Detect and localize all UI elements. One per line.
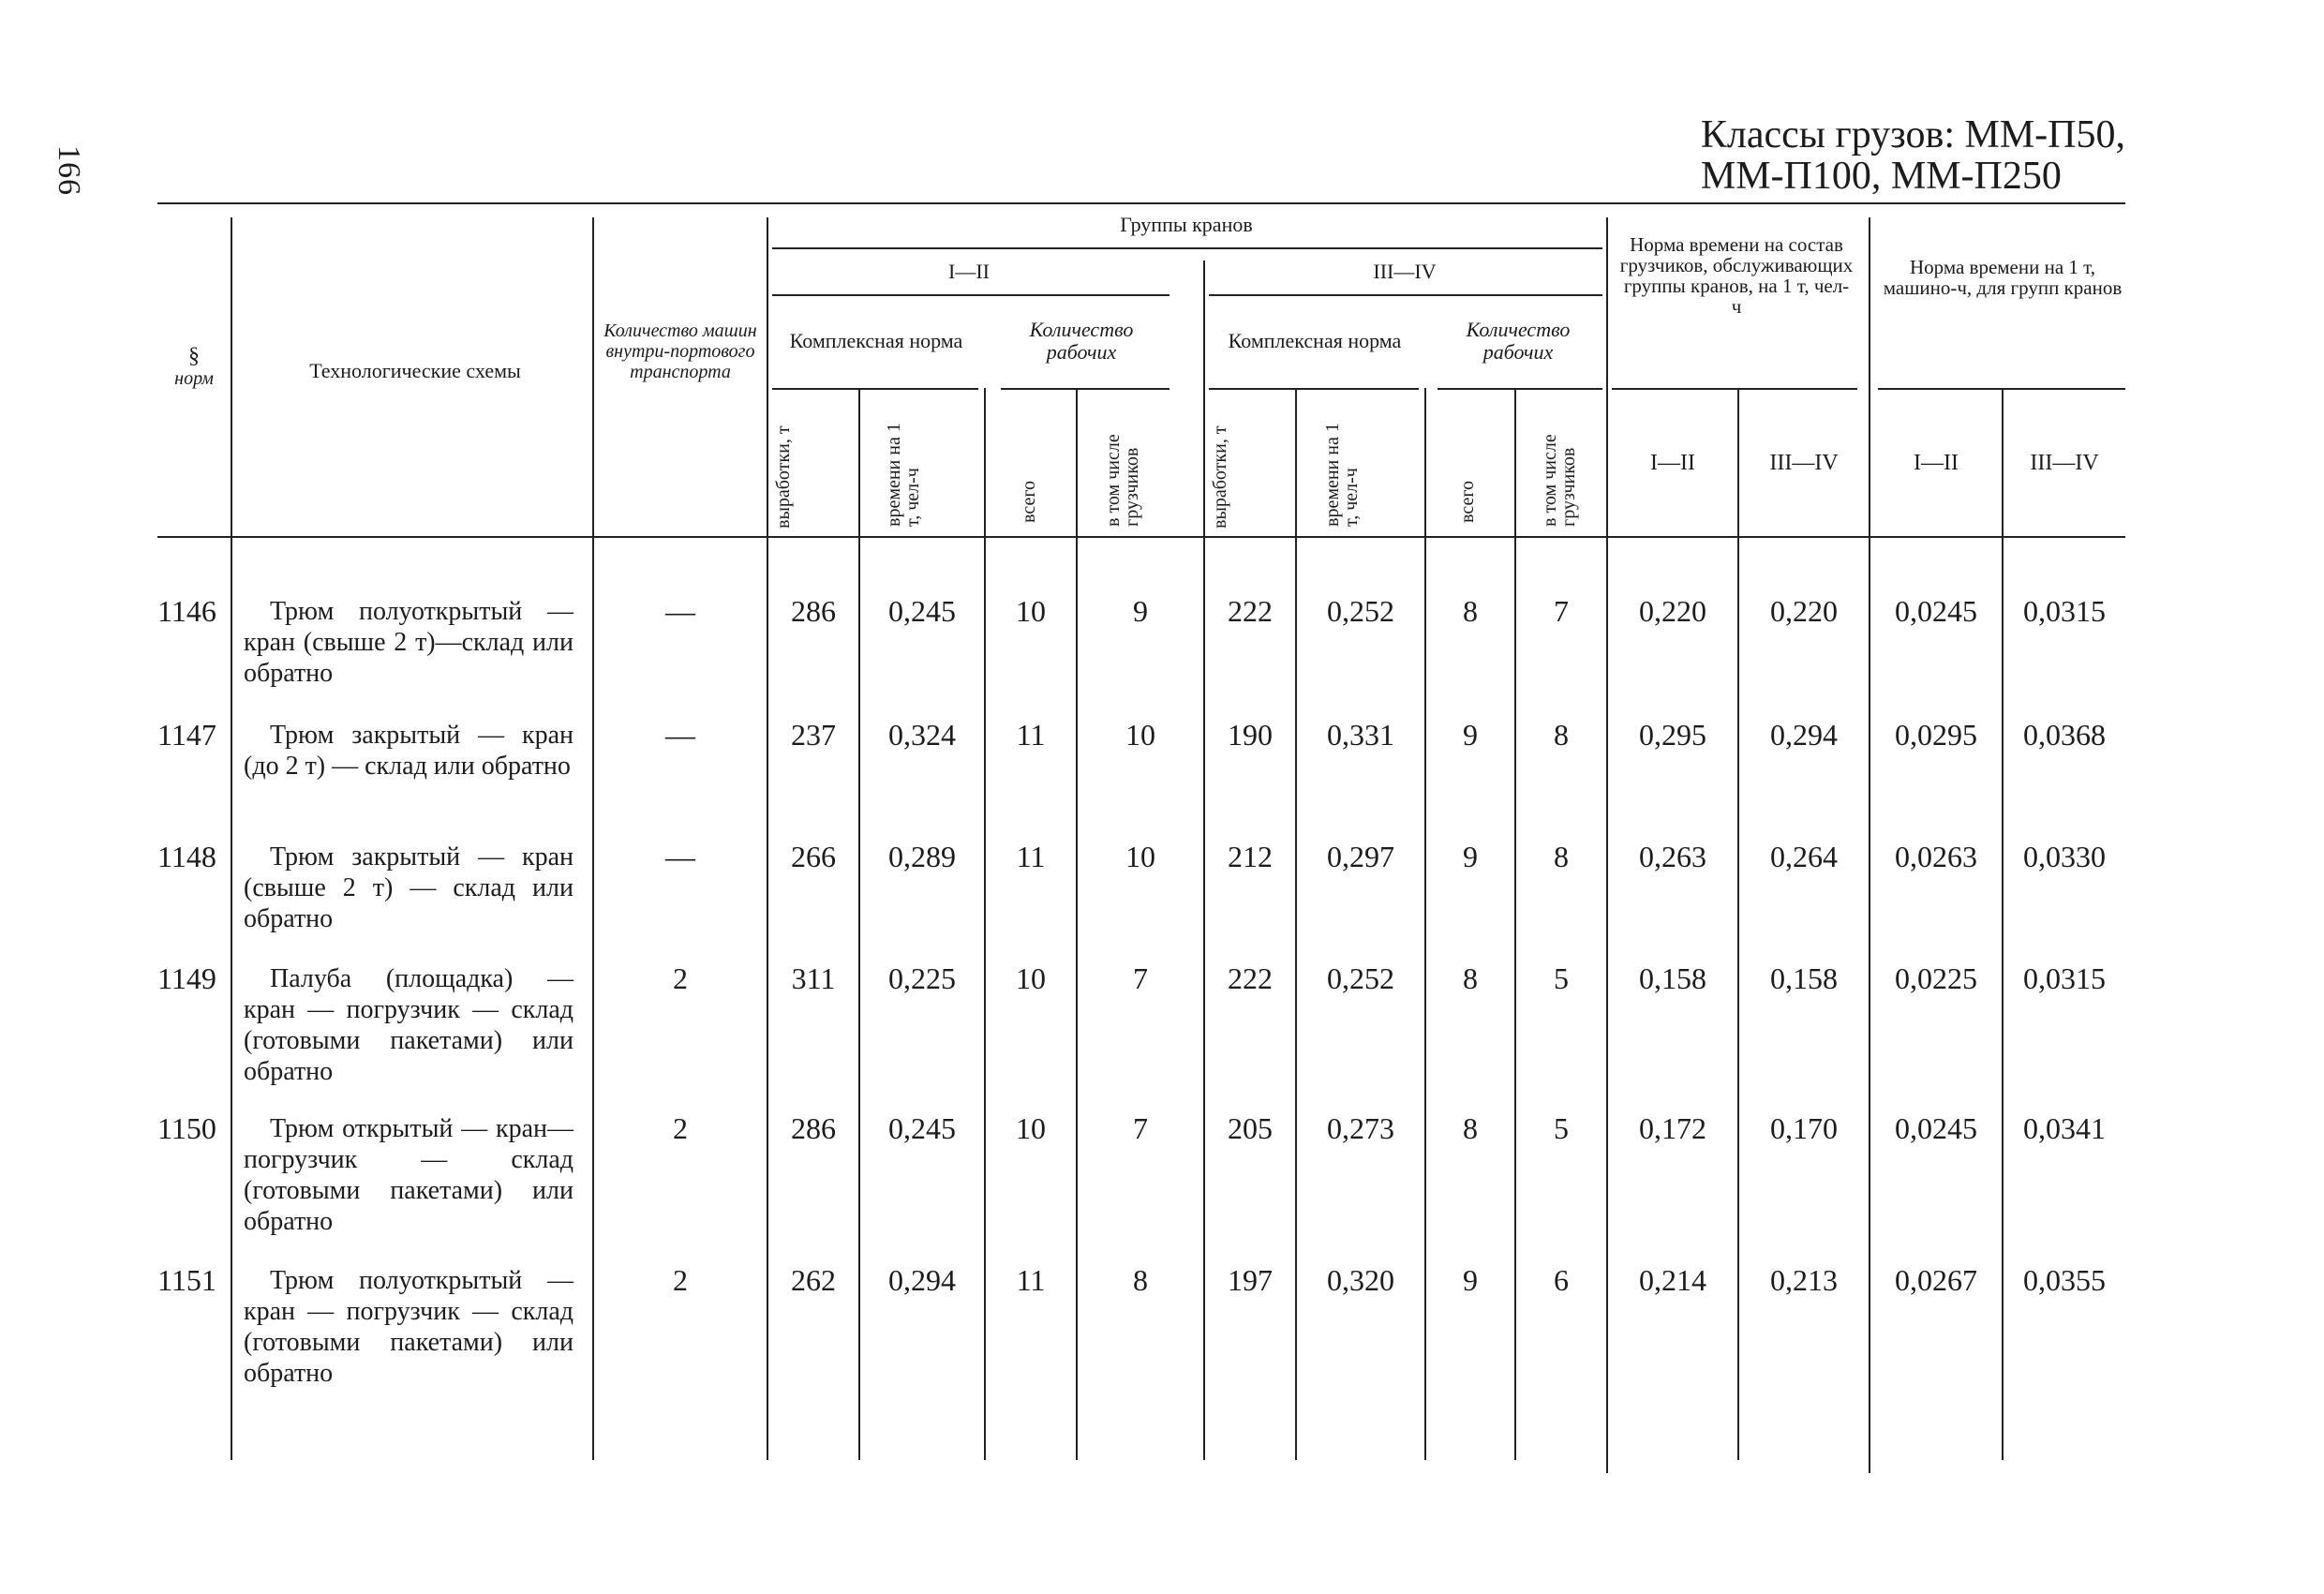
col-divider — [2002, 388, 2004, 1460]
cell-nm-34: 0,0315 — [2023, 594, 2106, 628]
cell-g34-output: 190 — [1228, 718, 1273, 752]
cell-nl-12: 0,172 — [1639, 1111, 1706, 1145]
header-complex-norm-2: Комплексная норма — [1228, 329, 1402, 352]
header-complex-norm-1: Комплексная норма — [789, 329, 963, 352]
header-machines — [594, 320, 767, 382]
header-time-2: времени на 1 т, чел-ч — [1322, 423, 1362, 527]
cell-g12-loaders: 10 — [1125, 718, 1155, 752]
header-time-1: времени на 1 т, чел-ч — [884, 423, 923, 527]
cell-g12-loaders: 10 — [1125, 840, 1155, 873]
cell-g12-output: 266 — [791, 840, 836, 873]
header-output-2: выработки, т — [1210, 425, 1230, 529]
cell-g12-time: 0,245 — [888, 594, 956, 628]
cell-g34-output: 222 — [1228, 594, 1273, 628]
cell-machines: — — [665, 718, 695, 752]
row-norm-number: 1149 — [157, 961, 216, 995]
header-section — [157, 345, 231, 390]
cell-g12-time: 0,245 — [888, 1111, 956, 1145]
col-divider — [984, 388, 986, 1460]
cell-g12-loaders: 8 — [1133, 1263, 1148, 1297]
col-divider — [1737, 388, 1739, 1460]
cell-g12-total: 11 — [1016, 718, 1046, 752]
cell-nm-12: 0,0245 — [1895, 1111, 1977, 1145]
cell-g12-output: 286 — [791, 1111, 836, 1145]
cell-g34-loaders: 6 — [1554, 1263, 1569, 1297]
header-section-sub: норм — [174, 368, 214, 389]
header-output-1: выработки, т — [773, 425, 794, 529]
header-rule — [1209, 294, 1602, 296]
cell-g12-total: 10 — [1016, 961, 1046, 995]
header-rule — [1209, 388, 1419, 390]
header-norm-machine: Норма времени на 1 т, машино-ч, для групп кранов — [1883, 256, 2123, 299]
cell-g34-output: 222 — [1228, 961, 1273, 995]
cell-nl-34: 0,213 — [1770, 1263, 1838, 1297]
cell-g12-output: 262 — [791, 1263, 836, 1297]
cell-g34-time: 0,297 — [1327, 840, 1394, 873]
cell-machines: 2 — [673, 1111, 688, 1145]
cell-nm-34: 0,0330 — [2023, 840, 2106, 873]
cell-nm-34: 0,0355 — [2023, 1263, 2106, 1297]
row-norm-number: 1151 — [157, 1263, 216, 1297]
cell-g34-output: 205 — [1228, 1111, 1273, 1145]
row-norm-number: 1148 — [157, 840, 216, 873]
cell-g34-output: 212 — [1228, 840, 1273, 873]
cell-nl-12: 0,220 — [1639, 594, 1706, 628]
cell-machines: — — [665, 840, 695, 873]
cell-g34-loaders: 5 — [1554, 961, 1569, 995]
col-divider — [1514, 388, 1516, 1460]
title-line-1: Классы грузов: ММ-П50, — [1700, 113, 2125, 156]
cell-nl-34: 0,158 — [1770, 961, 1838, 995]
cell-g34-total: 9 — [1463, 1263, 1478, 1297]
cell-nl-34: 0,294 — [1770, 718, 1838, 752]
cell-g12-time: 0,225 — [888, 961, 956, 995]
cell-scheme: Палуба (площадка) — кран — погрузчик — склад (готовыми пакетами) или обратно — [244, 964, 574, 1086]
cell-scheme: Трюм закрытый — кран (свыше 2 т) — склад или обратно — [244, 842, 574, 933]
cell-g34-time: 0,252 — [1327, 961, 1394, 995]
cell-g12-total: 10 — [1016, 1111, 1046, 1145]
cell-g34-loaders: 7 — [1554, 594, 1569, 628]
cell-g34-time: 0,320 — [1327, 1263, 1394, 1297]
cell-g34-time: 0,252 — [1327, 594, 1394, 628]
header-rule — [1878, 388, 2125, 390]
col-divider — [1424, 388, 1426, 1460]
cell-nm-12: 0,0267 — [1895, 1263, 1977, 1297]
norms-table — [157, 202, 2125, 1460]
header-workers-2: Количество рабочих — [1466, 318, 1571, 364]
cell-g34-total: 9 — [1463, 840, 1478, 873]
header-rule — [1438, 388, 1602, 390]
cell-scheme: Трюм полуоткрытый — кран — погрузчик — склад (готовыми пакетами) или обратно — [244, 1266, 574, 1388]
header-bottom-rule — [157, 536, 2125, 538]
header-nm-3-4: III—IV — [2030, 451, 2099, 475]
cell-nm-34: 0,0341 — [2023, 1111, 2106, 1145]
cell-nm-12: 0,0295 — [1895, 718, 1977, 752]
header-loaders-2: в том числе грузчиков — [1540, 434, 1579, 527]
cell-g12-loaders: 7 — [1133, 1111, 1148, 1145]
header-rule — [1612, 388, 1857, 390]
row-norm-number: 1146 — [157, 594, 216, 628]
col-divider — [231, 217, 232, 1460]
row-norm-number: 1147 — [157, 718, 216, 752]
cell-scheme: Трюм открытый — кран—погрузчик — склад (готовыми пакетами) или обратно — [244, 1114, 574, 1236]
cell-nm-34: 0,0315 — [2023, 961, 2106, 995]
header-rule — [772, 388, 978, 390]
cell-machines: 2 — [673, 1263, 688, 1297]
cell-g12-time: 0,324 — [888, 718, 956, 752]
cell-g12-total: 11 — [1016, 840, 1046, 873]
header-rule — [1001, 388, 1169, 390]
header-rule — [772, 294, 1169, 296]
header-nl-3-4: III—IV — [1769, 451, 1839, 475]
col-divider — [858, 388, 860, 1460]
header-group-1-2: I—II — [948, 260, 990, 283]
cell-nm-12: 0,0225 — [1895, 961, 1977, 995]
cell-g12-time: 0,289 — [888, 840, 956, 873]
cell-nl-12: 0,295 — [1639, 718, 1706, 752]
row-norm-number: 1150 — [157, 1111, 216, 1145]
cell-machines: 2 — [673, 961, 688, 995]
header-scheme: Технологические схемы — [309, 359, 521, 382]
page-title — [1701, 114, 2125, 197]
cell-g34-total: 9 — [1463, 718, 1478, 752]
header-group-3-4: III—IV — [1373, 260, 1437, 283]
cell-nl-34: 0,264 — [1770, 840, 1838, 873]
header-total-1: всего — [1019, 480, 1039, 523]
col-divider — [1295, 388, 1297, 1460]
cell-g12-output: 237 — [791, 718, 836, 752]
header-total-2: всего — [1457, 480, 1478, 523]
cell-g12-time: 0,294 — [888, 1263, 956, 1297]
cell-nl-12: 0,158 — [1639, 961, 1706, 995]
cell-scheme: Трюм полуоткрытый — кран (свыше 2 т)—склад или обратно — [244, 597, 574, 688]
header-workers-1: Количество рабочих — [1029, 318, 1134, 364]
cell-g12-output: 311 — [791, 961, 836, 995]
cell-g34-output: 197 — [1228, 1263, 1273, 1297]
cell-g34-loaders: 8 — [1554, 718, 1569, 752]
header-machines-text: Количество машин внутри-портового транспорта — [603, 320, 757, 382]
cell-g34-loaders: 5 — [1554, 1111, 1569, 1145]
cell-g12-loaders: 7 — [1133, 961, 1148, 995]
cell-g34-loaders: 8 — [1554, 840, 1569, 873]
cell-g12-output: 286 — [791, 594, 836, 628]
cell-machines: — — [665, 594, 695, 628]
cell-g34-time: 0,273 — [1327, 1111, 1394, 1145]
header-nm-1-2: I—II — [1914, 451, 1959, 475]
cell-g34-total: 8 — [1463, 961, 1478, 995]
cell-g12-total: 11 — [1016, 1263, 1046, 1297]
header-nl-1-2: I—II — [1650, 451, 1695, 475]
header-section-sign: § — [188, 344, 200, 368]
header-norm-loaders: Норма времени на состав грузчиков, обслуживающих группы кранов, на 1 т, чел-ч — [1619, 233, 1854, 318]
cell-nm-12: 0,0263 — [1895, 840, 1977, 873]
cell-scheme: Трюм закрытый — кран (до 2 т) — склад или обратно — [244, 721, 574, 781]
cell-g12-loaders: 9 — [1133, 594, 1148, 628]
cell-nl-34: 0,170 — [1770, 1111, 1838, 1145]
cell-g34-total: 8 — [1463, 1111, 1478, 1145]
header-loaders-1: в том числе грузчиков — [1103, 434, 1142, 527]
cell-g34-total: 8 — [1463, 594, 1478, 628]
title-line-2: ММ-П100, ММ-П250 — [1700, 155, 2062, 198]
cell-nl-34: 0,220 — [1770, 594, 1838, 628]
col-divider — [1076, 388, 1078, 1460]
page-number: 166 — [52, 145, 86, 196]
cell-g34-time: 0,331 — [1327, 718, 1394, 752]
header-crane-groups: Группы кранов — [1120, 213, 1253, 236]
cell-nm-34: 0,0368 — [2023, 718, 2106, 752]
cell-nl-12: 0,214 — [1639, 1263, 1706, 1297]
header-rule — [772, 247, 1602, 249]
cell-g12-total: 10 — [1016, 594, 1046, 628]
cell-nm-12: 0,0245 — [1895, 594, 1977, 628]
cell-nl-12: 0,263 — [1639, 840, 1706, 873]
